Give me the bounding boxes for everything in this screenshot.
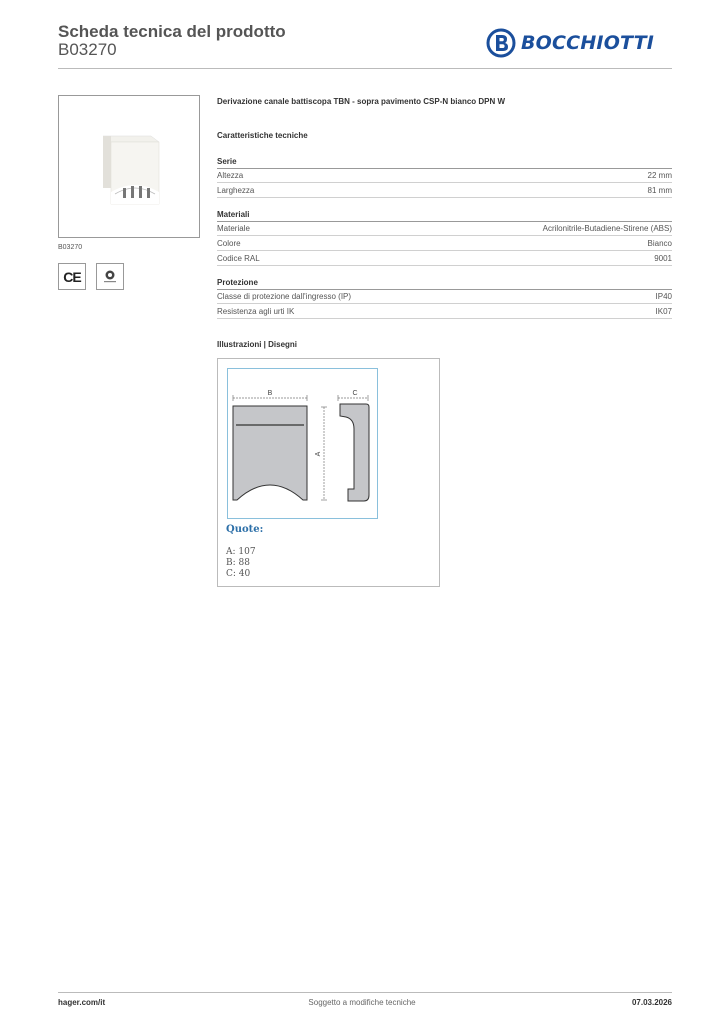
spec-value: IP40 bbox=[655, 291, 672, 301]
bocchiotti-logo-icon bbox=[486, 28, 516, 58]
product-photo bbox=[59, 96, 199, 237]
quotes-title: Quote: bbox=[226, 524, 264, 535]
technical-drawing bbox=[227, 368, 378, 519]
group-title-materiali: Materiali bbox=[217, 210, 250, 219]
ce-mark-icon: CE bbox=[63, 268, 81, 285]
technical-drawing-box bbox=[217, 358, 440, 587]
imq-mark-icon bbox=[100, 267, 120, 287]
dimension-drawing bbox=[228, 369, 377, 518]
spec-row-altezza bbox=[217, 168, 672, 183]
footer-date: 07.03.2026 bbox=[631, 998, 672, 1007]
product-code-caption: B03270 bbox=[58, 244, 83, 251]
spec-row-codice-ral bbox=[217, 251, 672, 266]
spec-row-materiale bbox=[217, 221, 672, 236]
product-description: Derivazione canale battiscopa TBN - sopra pavimento CSP-N bianco DPN W bbox=[217, 97, 506, 106]
quote-c: C: 40 bbox=[226, 569, 251, 579]
page-title: Scheda tecnica del prodotto bbox=[58, 22, 286, 41]
imq-certification bbox=[96, 263, 124, 290]
product-image bbox=[58, 95, 200, 238]
footer-website-link[interactable]: hager.com/it bbox=[58, 998, 106, 1007]
spec-label: Classe di protezione dall'ingresso (IP) bbox=[217, 291, 352, 301]
illustrations-title: Illustrazioni | Disegni bbox=[217, 340, 298, 349]
dim-label-b: B bbox=[267, 390, 273, 397]
spec-label: Resistenza agli urti IK bbox=[217, 306, 295, 316]
spec-label: Materiale bbox=[217, 223, 250, 233]
spec-row-larghezza bbox=[217, 183, 672, 198]
spec-value: 9001 bbox=[654, 253, 672, 263]
dim-label-a: A bbox=[315, 451, 322, 457]
quote-a: A: 107 bbox=[226, 547, 256, 557]
spec-label: Colore bbox=[217, 238, 241, 248]
group-title-protezione: Protezione bbox=[217, 278, 258, 287]
brand-logo bbox=[486, 28, 654, 58]
ce-certification bbox=[58, 263, 86, 290]
spec-value: Bianco bbox=[647, 238, 672, 248]
header-divider bbox=[58, 68, 672, 69]
dim-label-c: C bbox=[352, 390, 358, 397]
spec-label: Altezza bbox=[217, 170, 244, 180]
footer-disclaimer: Soggetto a modifiche tecniche bbox=[308, 998, 416, 1007]
spec-value: Acrilonitrile-Butadiene-Stirene (ABS) bbox=[542, 223, 672, 233]
product-code-heading: B03270 bbox=[58, 40, 117, 59]
spec-value: 81 mm bbox=[647, 185, 672, 195]
spec-value: IK07 bbox=[655, 306, 672, 316]
spec-value: 22 mm bbox=[647, 170, 672, 180]
brand-name: BOCCHIOTTI bbox=[521, 32, 655, 54]
spec-row-ip bbox=[217, 289, 672, 304]
spec-row-colore bbox=[217, 236, 672, 251]
specs-section-title: Caratteristiche tecniche bbox=[217, 131, 308, 140]
spec-label: Codice RAL bbox=[217, 253, 260, 263]
spec-label: Larghezza bbox=[217, 185, 255, 195]
group-title-serie: Serie bbox=[217, 157, 237, 166]
quote-b: B: 88 bbox=[226, 558, 250, 568]
spec-row-ik bbox=[217, 304, 672, 319]
footer-divider bbox=[58, 992, 672, 993]
